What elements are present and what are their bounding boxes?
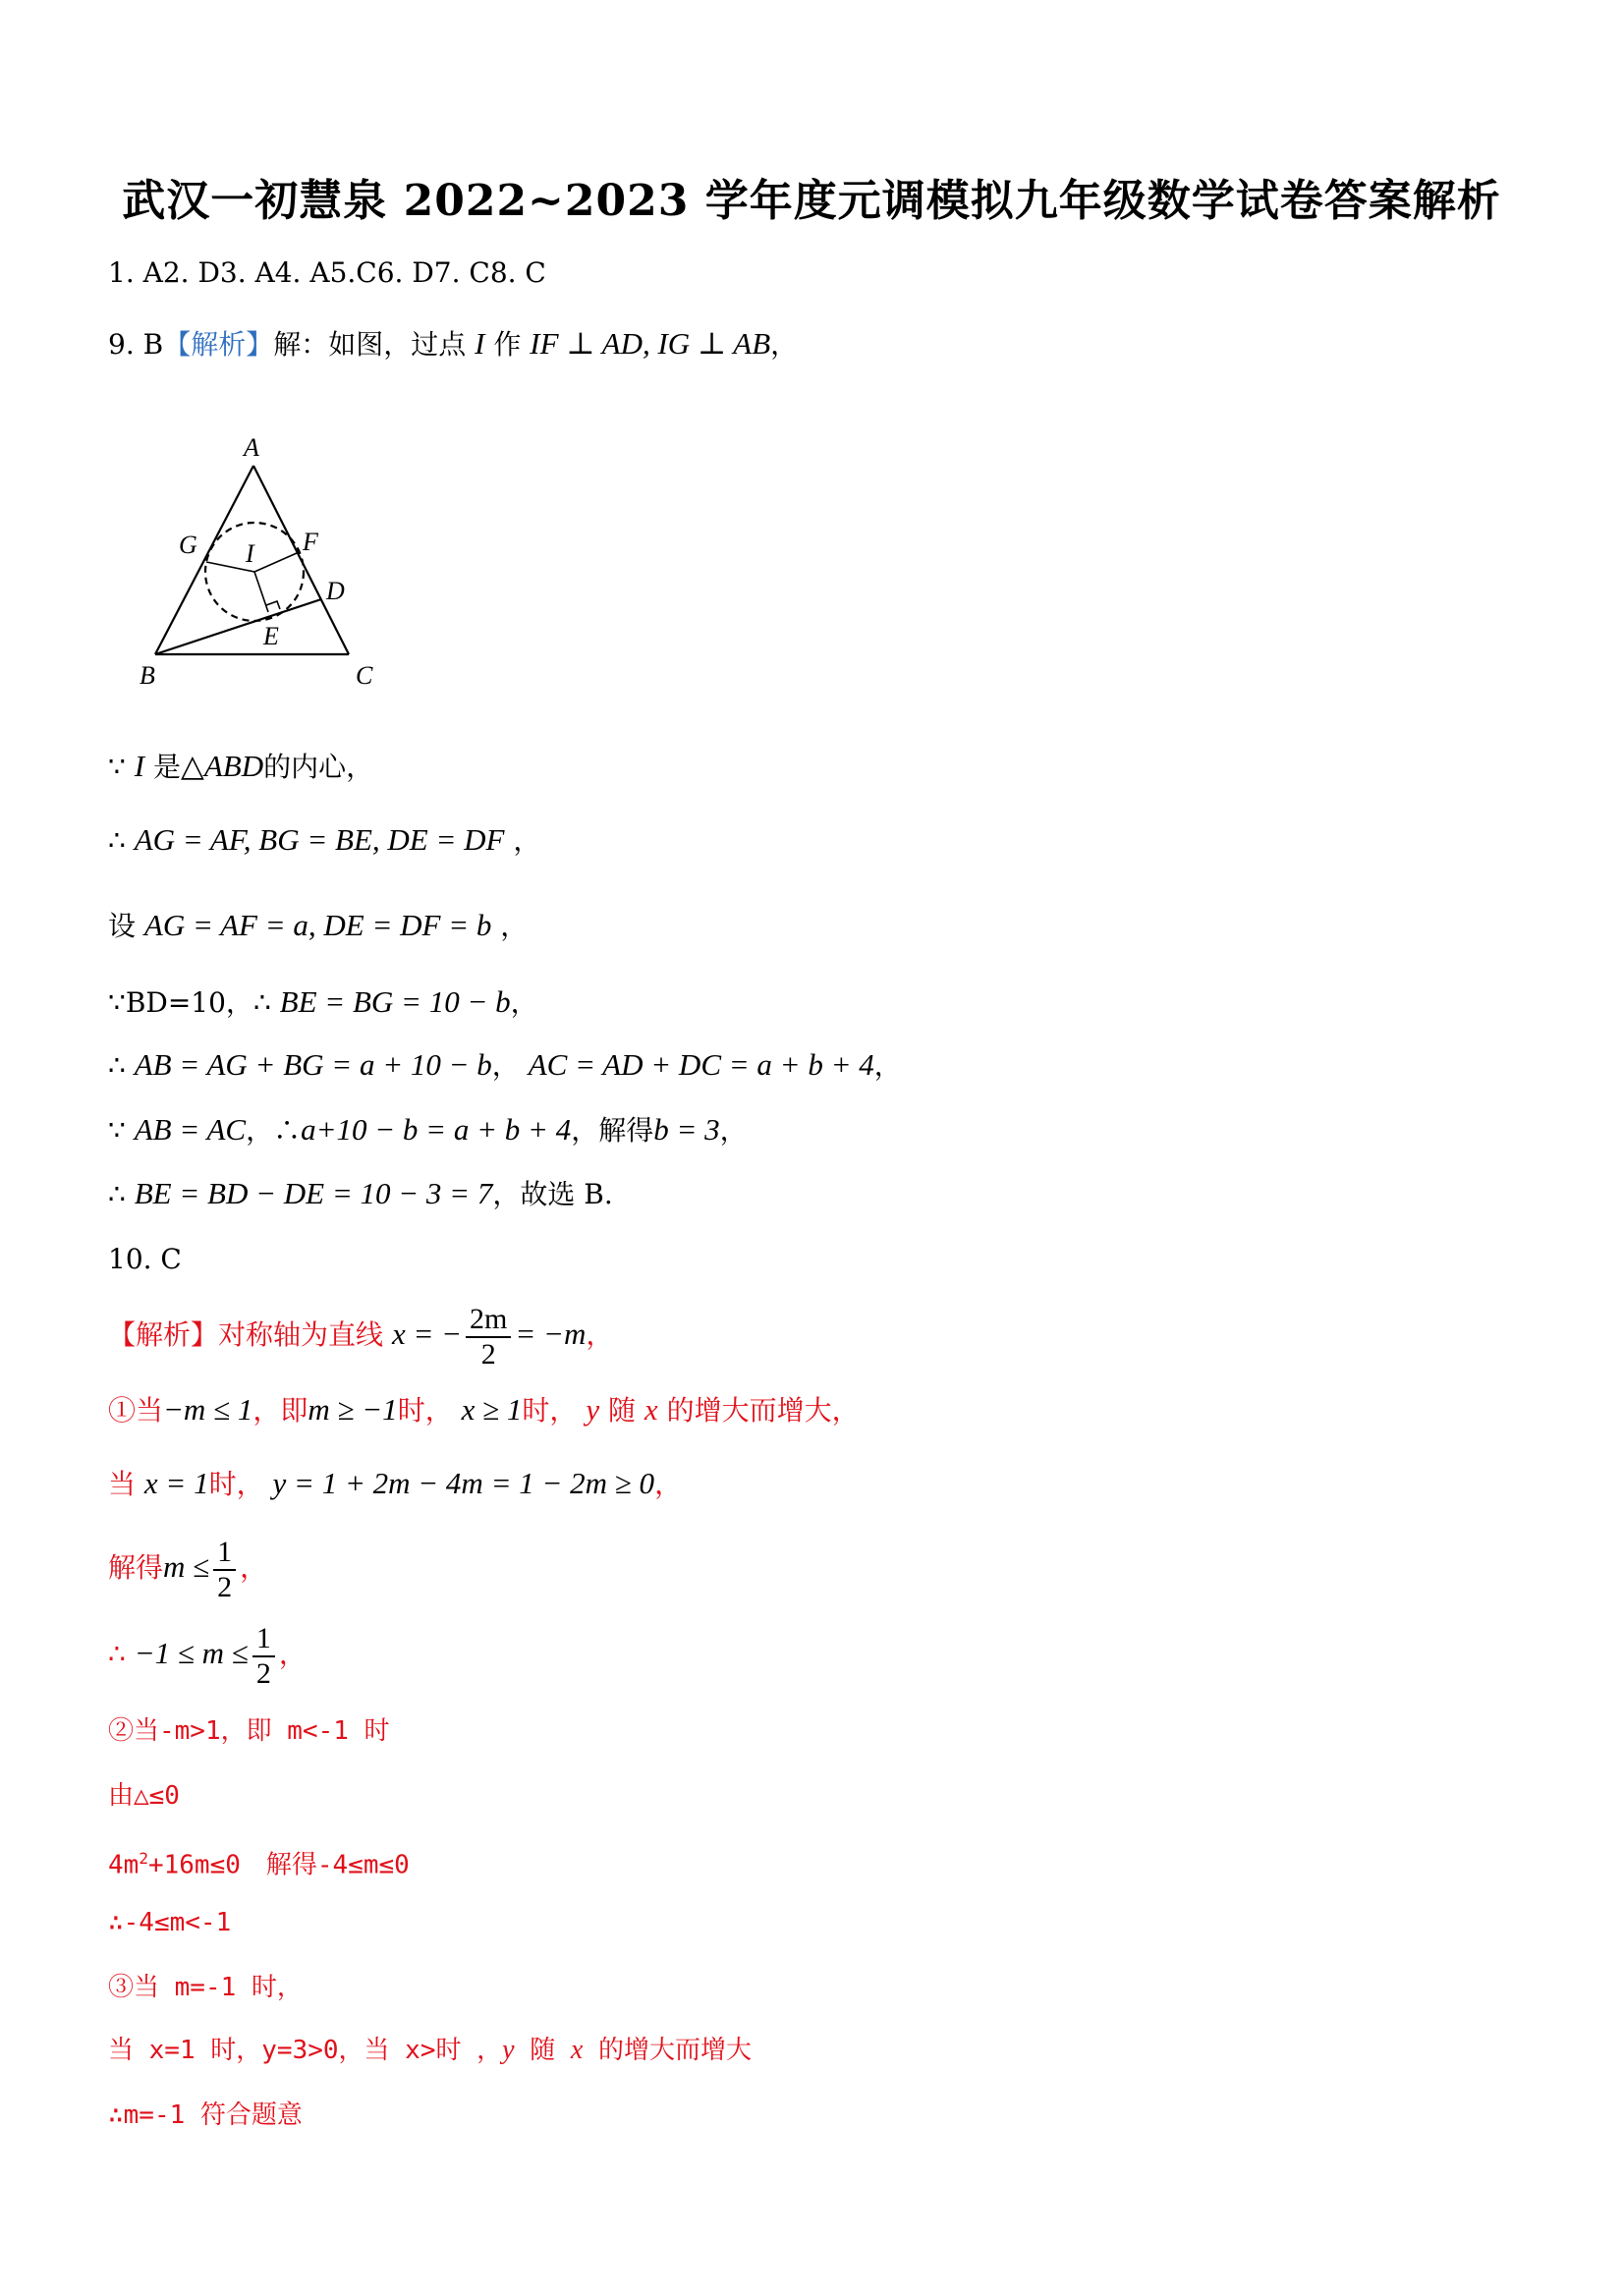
q10-r11-c: 的增大而增大: [598, 2036, 753, 2065]
q10-row-12: ∴m=-1 符合题意: [108, 2100, 303, 2130]
q10-row-8: [108, 1839, 410, 1885]
q9-l6-math1: AB = AC: [134, 1112, 247, 1147]
q10-r2-m1: −m ≤ 1: [163, 1392, 253, 1427]
label-c: C: [356, 661, 373, 690]
q10-r4-fraction: [213, 1536, 236, 1604]
q10-r5-den: 2: [255, 1656, 271, 1690]
q10-r4-den: 2: [217, 1570, 233, 1603]
q10-r5-m: −1 ≤ m ≤: [134, 1636, 249, 1670]
q10-r1-m2: = −m: [515, 1316, 587, 1351]
q10-r2-a: ①当: [108, 1394, 164, 1427]
q10-r5-b: ，: [278, 1638, 307, 1670]
q10-r8-b: +16m≤0 解得-4≤m≤0: [147, 1850, 410, 1880]
right-angle-mark: [266, 601, 280, 609]
q10-r3-a: 当: [108, 1468, 137, 1500]
q9-l1-c: 的内心，: [263, 751, 374, 783]
q10-analysis-tag: 【解析】: [108, 1318, 219, 1351]
q10-r1-num: 2m: [466, 1303, 511, 1338]
q9-head-math: IF ⊥ AD, IG ⊥ AB: [530, 326, 771, 361]
q9-l6-a: ∵: [108, 1114, 126, 1147]
q10-r11-b: 随: [530, 2036, 556, 2065]
q9-line-5: [108, 1045, 902, 1086]
q9-l6-math2: a+10 − b = a + b + 4: [301, 1112, 572, 1147]
label-e: E: [263, 622, 279, 650]
q10-r4-b: ，: [240, 1551, 268, 1584]
q9-line-3: [108, 906, 528, 946]
triangle-incircle-figure: [128, 422, 393, 698]
q10-r4-m: m ≤: [163, 1549, 210, 1584]
q9-line-6: [108, 1110, 748, 1150]
q9-l5-b: ，: [491, 1049, 520, 1082]
q10-r1-fraction: [466, 1303, 511, 1372]
label-f: F: [303, 528, 318, 556]
q10-r3-m1: x = 1: [143, 1466, 209, 1500]
q10-r1-text: 对称轴为直线: [218, 1318, 384, 1351]
q10-r4-num: 1: [213, 1536, 236, 1571]
q10-r11-m1: y: [502, 2035, 515, 2065]
segment-if: [254, 553, 297, 572]
q9-l6-c: ，解得: [571, 1114, 654, 1147]
q9-l3-b: ，: [500, 910, 529, 942]
q10-header: 10. C: [108, 1243, 182, 1275]
q10-row-4: [108, 1528, 267, 1607]
q10-r11-m2: x: [570, 2035, 584, 2065]
q9-l4-c: ，: [510, 986, 538, 1019]
q10-r2-m5: x: [644, 1392, 658, 1427]
q9-l6-math3: b = 3: [653, 1112, 720, 1147]
q9-l5-math2: AC = AD + DC = a + b + 4: [528, 1047, 874, 1082]
q10-r1-m1: x = −: [391, 1316, 463, 1351]
q9-number: 9. B: [108, 328, 164, 361]
q10-row-7: 由△≤0: [108, 1781, 180, 1811]
q9-line-2: [108, 820, 540, 861]
q9-l4-b: ∴: [252, 986, 271, 1019]
q10-row-6: ②当-m>1，即 m<-1 时: [108, 1716, 390, 1746]
q10-row-3: [108, 1464, 682, 1504]
q9-l5-c: ，: [873, 1049, 902, 1082]
q9-head-tail: ，: [770, 328, 799, 361]
label-a: A: [244, 433, 259, 462]
q10-row-1: [108, 1295, 613, 1374]
segment-ie: [254, 572, 268, 612]
q9-l5-math1: AB = AG + BG = a + 10 − b: [134, 1047, 492, 1082]
q10-r3-m2: y = 1 + 2m − 4m = 1 − 2m ≥ 0: [272, 1466, 655, 1500]
label-b: B: [140, 661, 155, 690]
label-g: G: [179, 531, 197, 559]
q10-r5-a: ∴: [108, 1638, 126, 1670]
q10-r2-f: 的增大而增大，: [666, 1394, 860, 1427]
q9-head-text-a: 解：如图，过点: [273, 328, 467, 361]
label-i: I: [246, 539, 254, 568]
q9-l6-d: ，: [719, 1114, 748, 1147]
q10-r3-c: ，: [654, 1468, 683, 1500]
q10-r2-d: 时，: [522, 1394, 578, 1427]
q9-l1-var: I: [134, 749, 145, 783]
q10-r2-e: 随: [607, 1394, 636, 1427]
q10-r4-a: 解得: [108, 1551, 164, 1584]
page-title: 武汉一初慧泉 2022~2023 学年度元调模拟九年级数学试卷答案解析: [122, 176, 1501, 226]
q9-l3-a: 设: [108, 910, 137, 942]
q9-l6-b: ，∴: [246, 1114, 302, 1147]
q10-row-9: ∴-4≤m<-1: [108, 1908, 232, 1937]
q9-header: [108, 324, 798, 364]
q9-line-7: [108, 1174, 613, 1214]
q10-row-5: [108, 1614, 307, 1694]
q9-head-text-b: 作: [493, 328, 522, 361]
q9-l4-a: ∵BD=10，: [108, 986, 253, 1019]
q10-r2-b: ，即: [252, 1394, 308, 1427]
q9-l2-b: ，: [513, 824, 541, 857]
q9-l5-a: ∴: [108, 1049, 126, 1082]
q9-l7-b: ，故选 B.: [492, 1178, 613, 1210]
q10-r2-m2: m ≥ −1: [308, 1392, 398, 1427]
q9-l1-b: 是: [152, 751, 181, 783]
q10-r2-m4: y: [586, 1392, 600, 1427]
q10-r5-num: 1: [252, 1622, 275, 1657]
q10-r2-m3: x ≥ 1: [461, 1392, 523, 1427]
q9-l4-math: BE = BG = 10 − b: [279, 984, 511, 1019]
q10-r2-c: 时，: [397, 1394, 453, 1427]
q9-head-var: I: [475, 326, 485, 361]
q10-r1-tail: ，: [586, 1318, 614, 1351]
q9-l7-math: BE = BD − DE = 10 − 3 = 7: [134, 1176, 493, 1210]
q10-r8-sup: 2: [139, 1849, 148, 1868]
q10-r5-fraction: [252, 1622, 275, 1691]
q10-row-10: ③当 m=-1 时，: [108, 1973, 303, 2002]
q9-l7-a: ∴: [108, 1178, 126, 1210]
q9-l1-a: ∵: [108, 751, 126, 783]
q10-r1-den: 2: [480, 1337, 496, 1371]
q9-l3-math: AG = AF = a, DE = DF = b: [143, 908, 492, 942]
q9-analysis-tag: 【解析】: [163, 328, 274, 361]
answers-1-8: 1. A2. D3. A4. A5.C6. D7. C8. C: [108, 256, 546, 289]
q10-r3-b: 时，: [208, 1468, 264, 1500]
q10-r8-a: 4m: [108, 1850, 140, 1880]
q10-r11-a: 当 x=1 时，y=3>0，当 x>时 ，: [108, 2036, 503, 2065]
q9-l1-math: △ABD: [180, 749, 264, 783]
q10-row-11: [108, 2031, 752, 2070]
q9-line-4: [108, 982, 538, 1023]
label-d: D: [326, 577, 345, 605]
q9-l2-math: AG = AF, BG = BE, DE = DF: [134, 822, 505, 857]
q10-row-2: [108, 1390, 860, 1430]
q9-l2-a: ∴: [108, 824, 126, 857]
q9-line-1: [108, 747, 373, 787]
